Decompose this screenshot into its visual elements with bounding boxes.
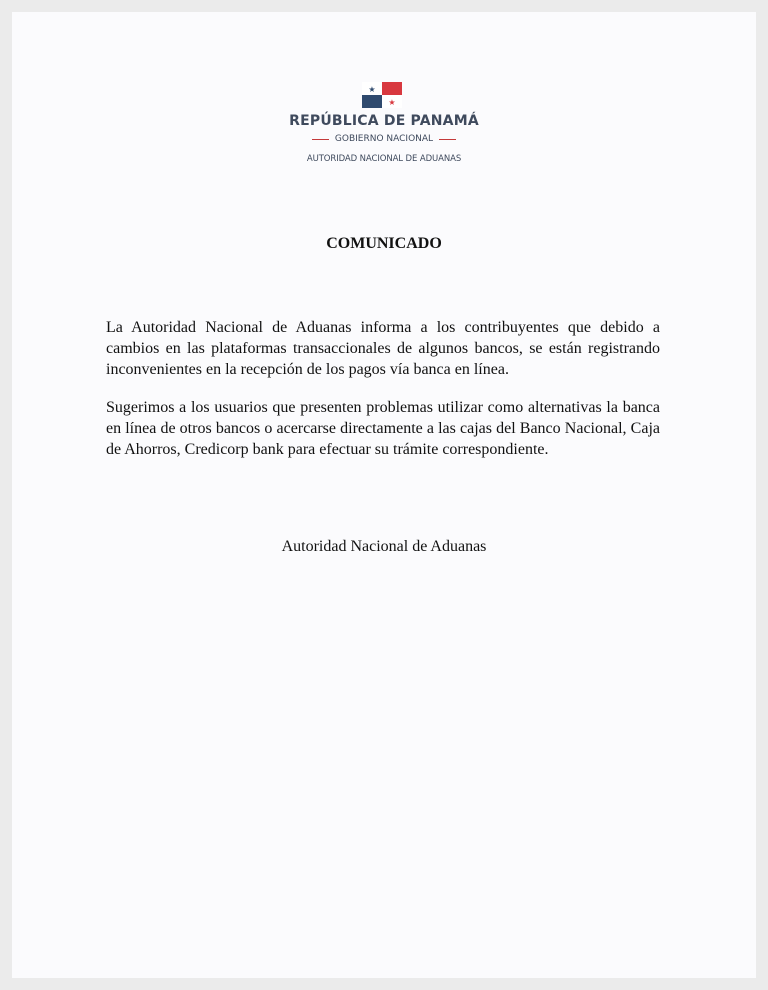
divider-right bbox=[439, 139, 456, 140]
svg-text:★: ★ bbox=[368, 85, 376, 94]
svg-text:★: ★ bbox=[388, 98, 396, 107]
government-label: GOBIERNO NACIONAL bbox=[334, 134, 434, 144]
document-title: COMUNICADO bbox=[326, 235, 442, 252]
paragraph-1: La Autoridad Nacional de Aduanas informa a los contribuyentes que debido a cambios en las plataformas transaccionales de algunos bancos, se están registrando inconvenientes en la recepción de los pagos vía banca en línea. bbox=[106, 319, 660, 378]
letterhead-government bbox=[12, 134, 756, 144]
letterhead-agency: AUTORIDAD NACIONAL DE ADUANAS bbox=[306, 154, 462, 164]
divider-left bbox=[312, 139, 329, 140]
letterhead-country: REPÚBLICA DE PANAMÁ bbox=[289, 113, 479, 129]
paragraph-2: Sugerimos a los usuarios que presenten problemas utilizar como alternativas la banca en línea de otros bancos o acercarse directamente a las cajas del Banco Nacional, Caja de Ahorros, Credicorp bank para efectuar su trámite correspondiente. bbox=[106, 399, 660, 458]
panama-flag-icon bbox=[362, 82, 402, 108]
document-page bbox=[12, 12, 756, 978]
signature: Autoridad Nacional de Aduanas bbox=[281, 538, 487, 555]
